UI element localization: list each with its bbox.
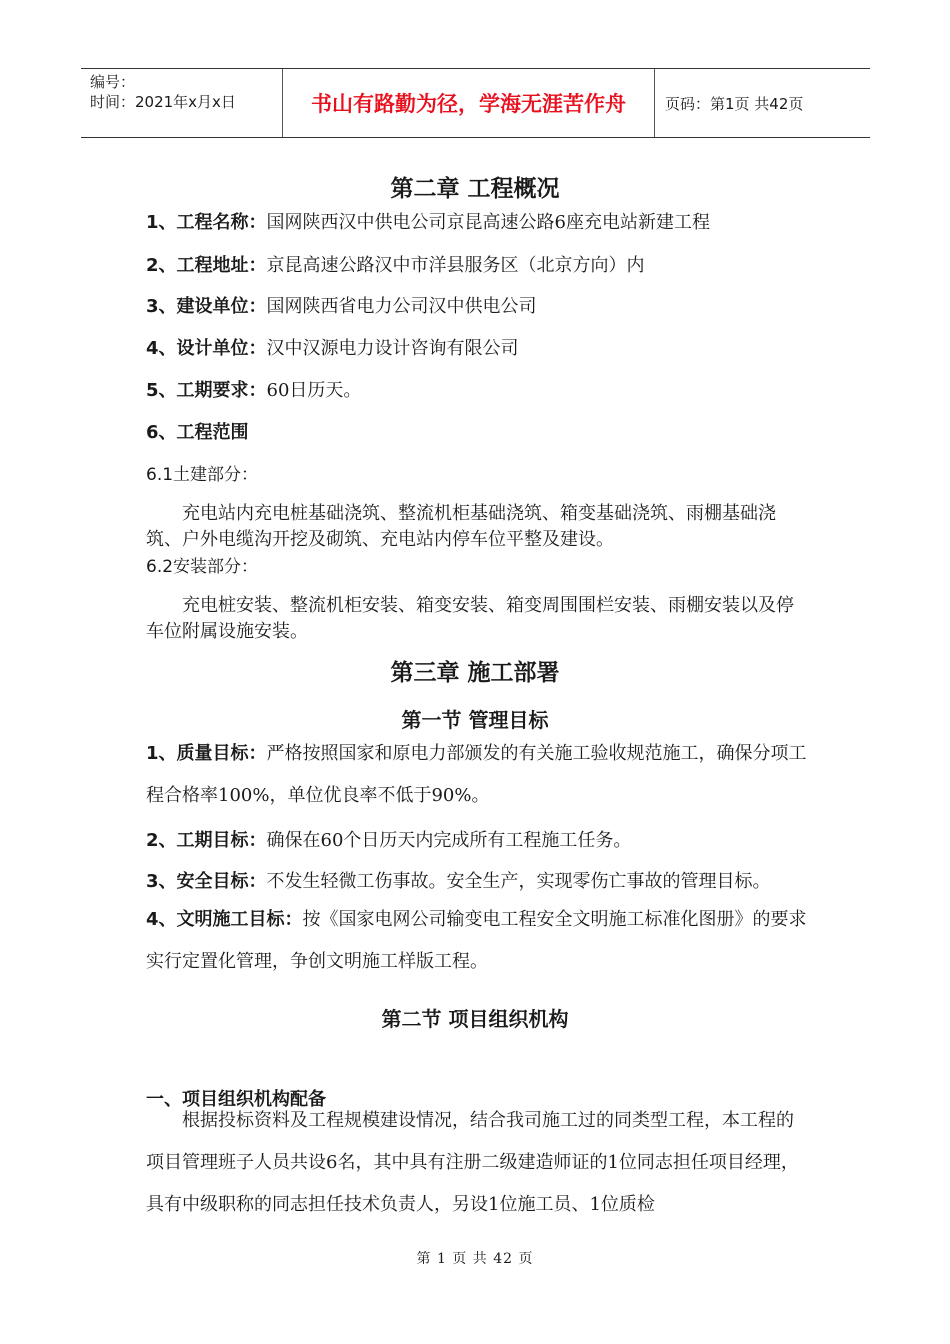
section1-title: 第一节 管理目标 (401, 708, 549, 732)
item-label: 5、工期要求： (146, 380, 267, 401)
page-footer: 第 1 页 共 42 页 (416, 1251, 534, 1267)
item-value: 汉中汉源电力设计咨询有限公司 (266, 338, 519, 359)
management-goal (146, 867, 826, 893)
goal-label: 4、文明施工目标： (146, 909, 303, 930)
civil-works-text: 充电站内充电桩基础浇筑、整流机柜基础浇筑、箱变基础浇筑、雨棚基础浇筑、户外电缆沟开挖及砌筑、充电站内停车位平整及建设。 (146, 503, 776, 550)
project-info-item (146, 251, 826, 277)
item-value: 国网陕西汉中供电公司京昆高速公路6座充电站新建工程 (266, 212, 710, 233)
item-value: 京昆高速公路汉中市洋县服务区（北京方向）内 (266, 255, 645, 276)
header-motto-cell (283, 69, 655, 137)
installation-text: 充电桩安装、整流机柜安装、箱变安装、箱变周围围栏安装、雨棚安装以及停车位附属设施安装。 (146, 595, 794, 642)
goal-value: 不发生轻微工伤事故。安全生产，实现零伤亡事故的管理目标。 (266, 871, 771, 892)
item-value: 国网陕西省电力公司汉中供电公司 (266, 296, 537, 317)
item-value: 60日历天。 (266, 380, 362, 401)
management-goal (146, 826, 826, 852)
header-left-cell (81, 69, 283, 137)
goal-value: 严格按照国家和原电力部颁发的有关施工验收规范施工，确保分项工程合格率100%，单位优良率不低于90%。 (146, 743, 807, 806)
goal-value: 按《国家电网公司输变电工程安全文明施工标准化图册》的要求实行定置化管理，争创文明施工样版工程。 (146, 909, 807, 972)
page-header-table (81, 68, 870, 138)
item-label: 6、工程范围 (146, 422, 249, 443)
management-goal (146, 899, 808, 983)
item-label: 3、建设单位： (146, 296, 267, 317)
project-info-item (146, 376, 826, 402)
organization-text: 根据投标资料及工程规模建设情况，结合我司施工过的同类型工程，本工程的项目管理班子人员共设6名，其中具有注册二级建造师证的1位同志担任项目经理，具有中级职称的同志担任技术负责人，另设1位施工员、1位质检 (146, 1110, 799, 1215)
item-label: 2、工程地址： (146, 255, 267, 276)
civil-works-subtitle: 6.1土建部分： (146, 465, 259, 485)
chapter2-title: 第二章 工程概况 (390, 176, 560, 202)
item-label: 1、工程名称： (146, 212, 267, 233)
document-number-label: 编号： (90, 73, 136, 91)
project-info-item (146, 208, 826, 234)
header-motto: 书山有路勤为径，学海无涯苦作舟 (311, 92, 626, 116)
goal-label: 2、工期目标： (146, 830, 267, 851)
goal-label: 3、安全目标： (146, 871, 267, 892)
project-info-item (146, 418, 826, 444)
project-info-item (146, 334, 826, 360)
item-label: 4、设计单位： (146, 338, 267, 359)
header-page-cell (655, 69, 870, 137)
project-info-item (146, 292, 826, 318)
organization-subtitle-text: 一、项目组织机构配备 (146, 1089, 326, 1110)
goal-value: 确保在60个日历天内完成所有工程施工任务。 (266, 830, 632, 851)
goal-label: 1、质量目标： (146, 743, 267, 764)
management-goal (146, 733, 808, 817)
header-page-info: 页码：第1页 共42页 (665, 94, 804, 113)
installation-subtitle: 6.2安装部分： (146, 557, 259, 577)
section2-title: 第二节 项目组织机构 (381, 1007, 569, 1031)
document-time-label: 时间：2021年x月x日 (90, 93, 236, 111)
chapter3-title: 第三章 施工部署 (390, 660, 560, 686)
